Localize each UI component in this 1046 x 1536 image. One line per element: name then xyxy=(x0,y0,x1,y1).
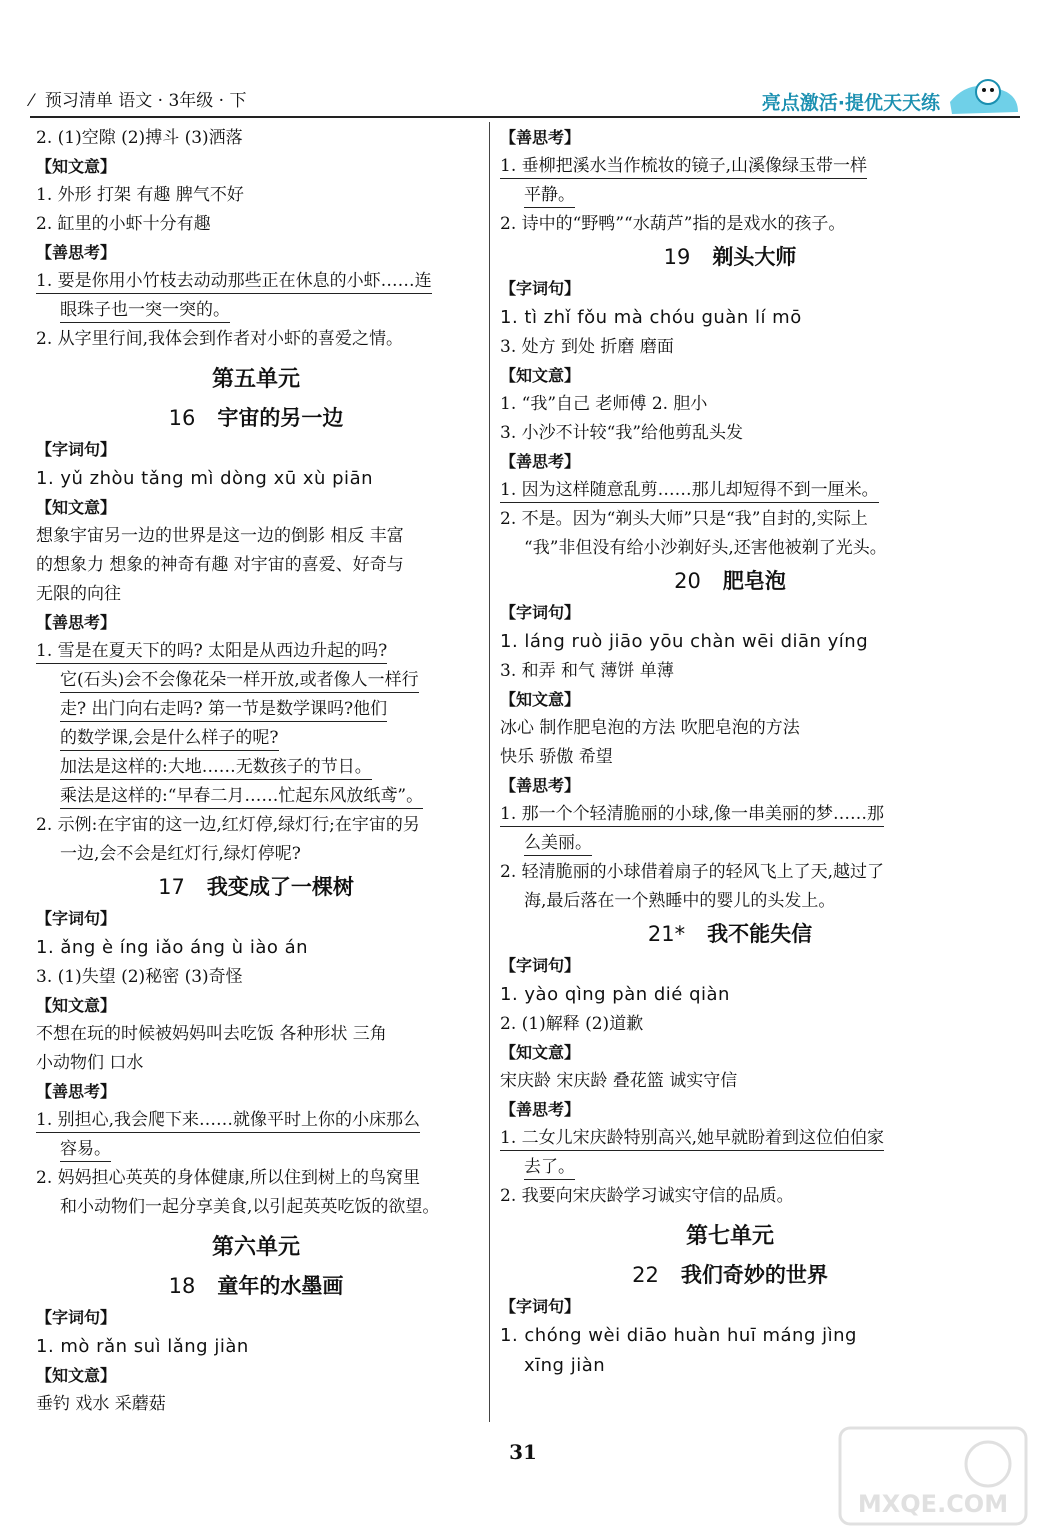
lesson-name: 我们奇妙的世界 xyxy=(680,1263,828,1287)
lesson-name: 剃头大师 xyxy=(712,245,797,269)
pinyin-line: 1. chóng wèi diāo huàn huī máng jìng xyxy=(500,1325,857,1346)
underlined-text: 眼珠子也一突一突的。 xyxy=(60,300,230,323)
section-tag: 【善思考】 xyxy=(36,613,117,632)
answer-line: 2. 从字里行间,我体会到作者对小虾的喜爱之情。 xyxy=(36,329,404,349)
page-number: 31 xyxy=(509,1440,537,1464)
pinyin-line: 1. tì zhǐ fǒu mà chóu guàn lí mō xyxy=(500,307,802,328)
answer-line: 3. 小沙不计较“我”给他剪乱头发 xyxy=(500,423,744,443)
underlined-text: 容易。 xyxy=(60,1139,111,1162)
answer-line xyxy=(36,296,476,325)
underlined-text: 1. 因为这样随意乱剪……那儿却短得不到一厘米。 xyxy=(500,480,879,503)
pinyin-line: 1. mò rǎn suì lǎng jiàn xyxy=(36,1336,249,1357)
answer-line: 想象宇宙另一边的世界是这一边的倒影 相反 丰富 xyxy=(36,526,404,546)
underlined-text: 平静。 xyxy=(524,185,575,208)
lesson-number: 21* xyxy=(647,922,686,946)
answer-line: 快乐 骄傲 希望 xyxy=(500,747,613,767)
underlined-text: 1. 二女儿宋庆龄特别高兴,她早就盼着到这位伯伯家 xyxy=(500,1128,884,1151)
lesson-number: 17 xyxy=(158,875,185,899)
page-header xyxy=(30,82,1020,116)
answer-line xyxy=(36,1135,476,1164)
answer-line: 2. 我要向宋庆龄学习诚实守信的品质。 xyxy=(500,1186,794,1206)
pinyin-line: 1. yǔ zhòu tǎng mì dòng xū xù piān xyxy=(36,468,374,489)
answer-line xyxy=(36,1106,476,1135)
underlined-text: 么美丽。 xyxy=(524,833,592,856)
mascot-logo-icon xyxy=(948,72,1020,120)
underlined-text: 1. 垂柳把溪水当作梳妆的镜子,山溪像绿玉带一样 xyxy=(500,156,867,179)
section-tag: 【知文意】 xyxy=(500,690,581,709)
section-tag: 【字词句】 xyxy=(36,1308,117,1327)
underlined-text: 走? 出门向右走吗? 第一节是数学课吗?他们 xyxy=(60,699,387,722)
pinyin-line: 1. ǎng è íng iǎo áng ù iào án xyxy=(36,937,309,958)
pinyin-line: 1. yào qìng pàn dié qiàn xyxy=(500,984,730,1005)
underlined-text: 1. 别担心,我会爬下来……就像平时上你的小床那么 xyxy=(36,1110,420,1133)
answer-line xyxy=(36,666,476,695)
answer-line xyxy=(500,1124,960,1153)
answer-line xyxy=(36,267,476,296)
unit-title: 第七单元 xyxy=(685,1224,774,1249)
answer-line xyxy=(500,800,960,829)
lesson-title xyxy=(500,1257,960,1293)
lesson-name: 我变成了一棵树 xyxy=(206,875,354,899)
answer-line: 1. 外形 打架 有趣 脾气不好 xyxy=(36,185,244,205)
lesson-number: 20 xyxy=(674,569,701,593)
section-tag: 【字词句】 xyxy=(500,956,581,975)
answer-line: 3. 处方 到处 折磨 磨面 xyxy=(500,337,674,357)
answer-line: 一边,会不会是红灯行,绿灯停呢? xyxy=(60,844,301,864)
answer-line xyxy=(36,695,476,724)
lesson-name: 童年的水墨画 xyxy=(217,1274,344,1298)
lesson-title xyxy=(500,563,960,599)
watermark-text: MXQE.COM xyxy=(857,1490,1009,1518)
answer-line: 海,最后落在一个熟睡中的婴儿的头发上。 xyxy=(524,891,836,911)
section-tag: 【字词句】 xyxy=(500,279,581,298)
answer-line: 2. 妈妈担心英英的身体健康,所以住到树上的鸟窝里 xyxy=(36,1168,421,1188)
lesson-number: 22 xyxy=(632,1263,659,1287)
slash-mark: ⁄ xyxy=(30,91,33,111)
answer-line: 2. 缸里的小虾十分有趣 xyxy=(36,214,211,234)
left-column xyxy=(36,124,476,1419)
section-tag: 【字词句】 xyxy=(36,909,117,928)
lesson-name: 宇宙的另一边 xyxy=(217,406,344,430)
answer-line: 的想象力 想象的神奇有趣 对宇宙的喜爱、好奇与 xyxy=(36,555,404,575)
answer-line: “我”非但没有给小沙剃好头,还害他被剃了光头。 xyxy=(524,538,887,558)
section-tag: 【字词句】 xyxy=(500,603,581,622)
section-tag: 【知文意】 xyxy=(36,498,117,517)
answer-line: 2. 不是。因为“剃头大师”只是“我”自封的,实际上 xyxy=(500,509,868,529)
section-tag: 【知文意】 xyxy=(36,1366,117,1385)
lesson-number: 18 xyxy=(168,1274,196,1298)
answer-line xyxy=(36,724,476,753)
lesson-title xyxy=(36,400,476,436)
answer-line: 2. 诗中的“野鸭”“水葫芦”指的是戏水的孩子。 xyxy=(500,214,846,234)
header-rule xyxy=(30,116,1020,118)
answer-line xyxy=(36,782,476,811)
section-tag: 【善思考】 xyxy=(36,243,117,262)
section-tag: 【知文意】 xyxy=(500,366,581,385)
answer-line xyxy=(500,152,960,181)
lesson-number: 19 xyxy=(663,245,691,269)
answer-line: 无限的向往 xyxy=(36,584,121,604)
header-left-text: 预习清单 语文 · 3年级 · 下 xyxy=(44,91,247,111)
pinyin-line: xīng jiàn xyxy=(524,1355,606,1376)
lesson-title xyxy=(500,239,960,275)
answer-line: 3. (1)失望 (2)秘密 (3)奇怪 xyxy=(36,967,243,987)
right-column xyxy=(500,124,960,1381)
section-tag: 【知文意】 xyxy=(36,996,117,1015)
answer-line xyxy=(36,753,476,782)
underlined-text: 的数学课,会是什么样子的呢? xyxy=(60,728,279,751)
answer-line: 不想在玩的时候被妈妈叫去吃饭 各种形状 三角 xyxy=(36,1024,387,1044)
answer-line: 2. (1)空隙 (2)搏斗 (3)洒落 xyxy=(36,128,243,148)
section-tag: 【知文意】 xyxy=(500,1043,581,1062)
section-tag: 【知文意】 xyxy=(36,157,117,176)
underlined-text: 加法是这样的:大地……无数孩子的节日。 xyxy=(60,757,372,780)
lesson-title xyxy=(36,869,476,905)
header-book-info xyxy=(30,86,247,111)
lesson-name: 我不能失信 xyxy=(707,922,813,946)
answer-line: 1. “我”自己 老师傅 2. 胆小 xyxy=(500,394,708,414)
section-tag: 【字词句】 xyxy=(500,1297,581,1316)
section-tag: 【善思考】 xyxy=(500,1100,581,1119)
section-tag: 【善思考】 xyxy=(500,452,581,471)
underlined-text: 去了。 xyxy=(524,1157,575,1180)
answer-line xyxy=(500,476,960,505)
lesson-title xyxy=(500,916,960,952)
answer-line xyxy=(36,637,476,666)
underlined-text: 乘法是这样的:“早春二月……忙起东风放纸鸢”。 xyxy=(60,786,423,809)
answer-line xyxy=(500,1153,960,1182)
underlined-text: 它(石头)会不会像花朵一样开放,或者像人一样行 xyxy=(60,670,419,693)
answer-line: 和小动物们一起分享美食,以引起英英吃饭的欲望。 xyxy=(60,1197,440,1217)
answer-line xyxy=(500,829,960,858)
pinyin-line: 1. láng ruò jiāo yōu chàn wēi diān yíng xyxy=(500,631,869,652)
answer-line: 2. 轻清脆丽的小球借着扇子的轻风飞上了天,越过了 xyxy=(500,862,885,882)
answer-line: 宋庆龄 宋庆龄 叠花篮 诚实守信 xyxy=(500,1071,738,1091)
answer-line: 垂钓 戏水 采蘑菇 xyxy=(36,1394,166,1414)
section-tag: 【善思考】 xyxy=(500,776,581,795)
answer-line xyxy=(500,181,960,210)
answer-line: 2. 示例:在宇宙的这一边,红灯停,绿灯行;在宇宙的另 xyxy=(36,815,420,835)
answer-line: 3. 和弄 和气 薄饼 单薄 xyxy=(500,661,674,681)
lesson-number: 16 xyxy=(168,406,196,430)
answer-line: 冰心 制作肥皂泡的方法 吹肥皂泡的方法 xyxy=(500,718,800,738)
section-tag: 【善思考】 xyxy=(36,1082,117,1101)
unit-title: 第六单元 xyxy=(211,1235,300,1260)
answer-line: 2. (1)解释 (2)道歉 xyxy=(500,1014,644,1034)
watermark-logo-icon xyxy=(838,1426,1028,1526)
underlined-text: 1. 雪是在夏天下的吗? 太阳是从西边升起的吗? xyxy=(36,641,387,664)
answer-line: 小动物们 口水 xyxy=(36,1053,144,1073)
lesson-title xyxy=(36,1268,476,1304)
header-series-title: 亮点激活·提优天天练 xyxy=(761,92,940,114)
unit-title: 第五单元 xyxy=(211,367,300,392)
column-divider xyxy=(489,122,490,1422)
section-tag: 【善思考】 xyxy=(500,128,581,147)
underlined-text: 1. 要是你用小竹枝去动动那些正在休息的小虾……连 xyxy=(36,271,432,294)
section-tag: 【字词句】 xyxy=(36,440,117,459)
lesson-name: 肥皂泡 xyxy=(722,569,786,593)
underlined-text: 1. 那一个个轻清脆丽的小球,像一串美丽的梦……那 xyxy=(500,804,884,827)
